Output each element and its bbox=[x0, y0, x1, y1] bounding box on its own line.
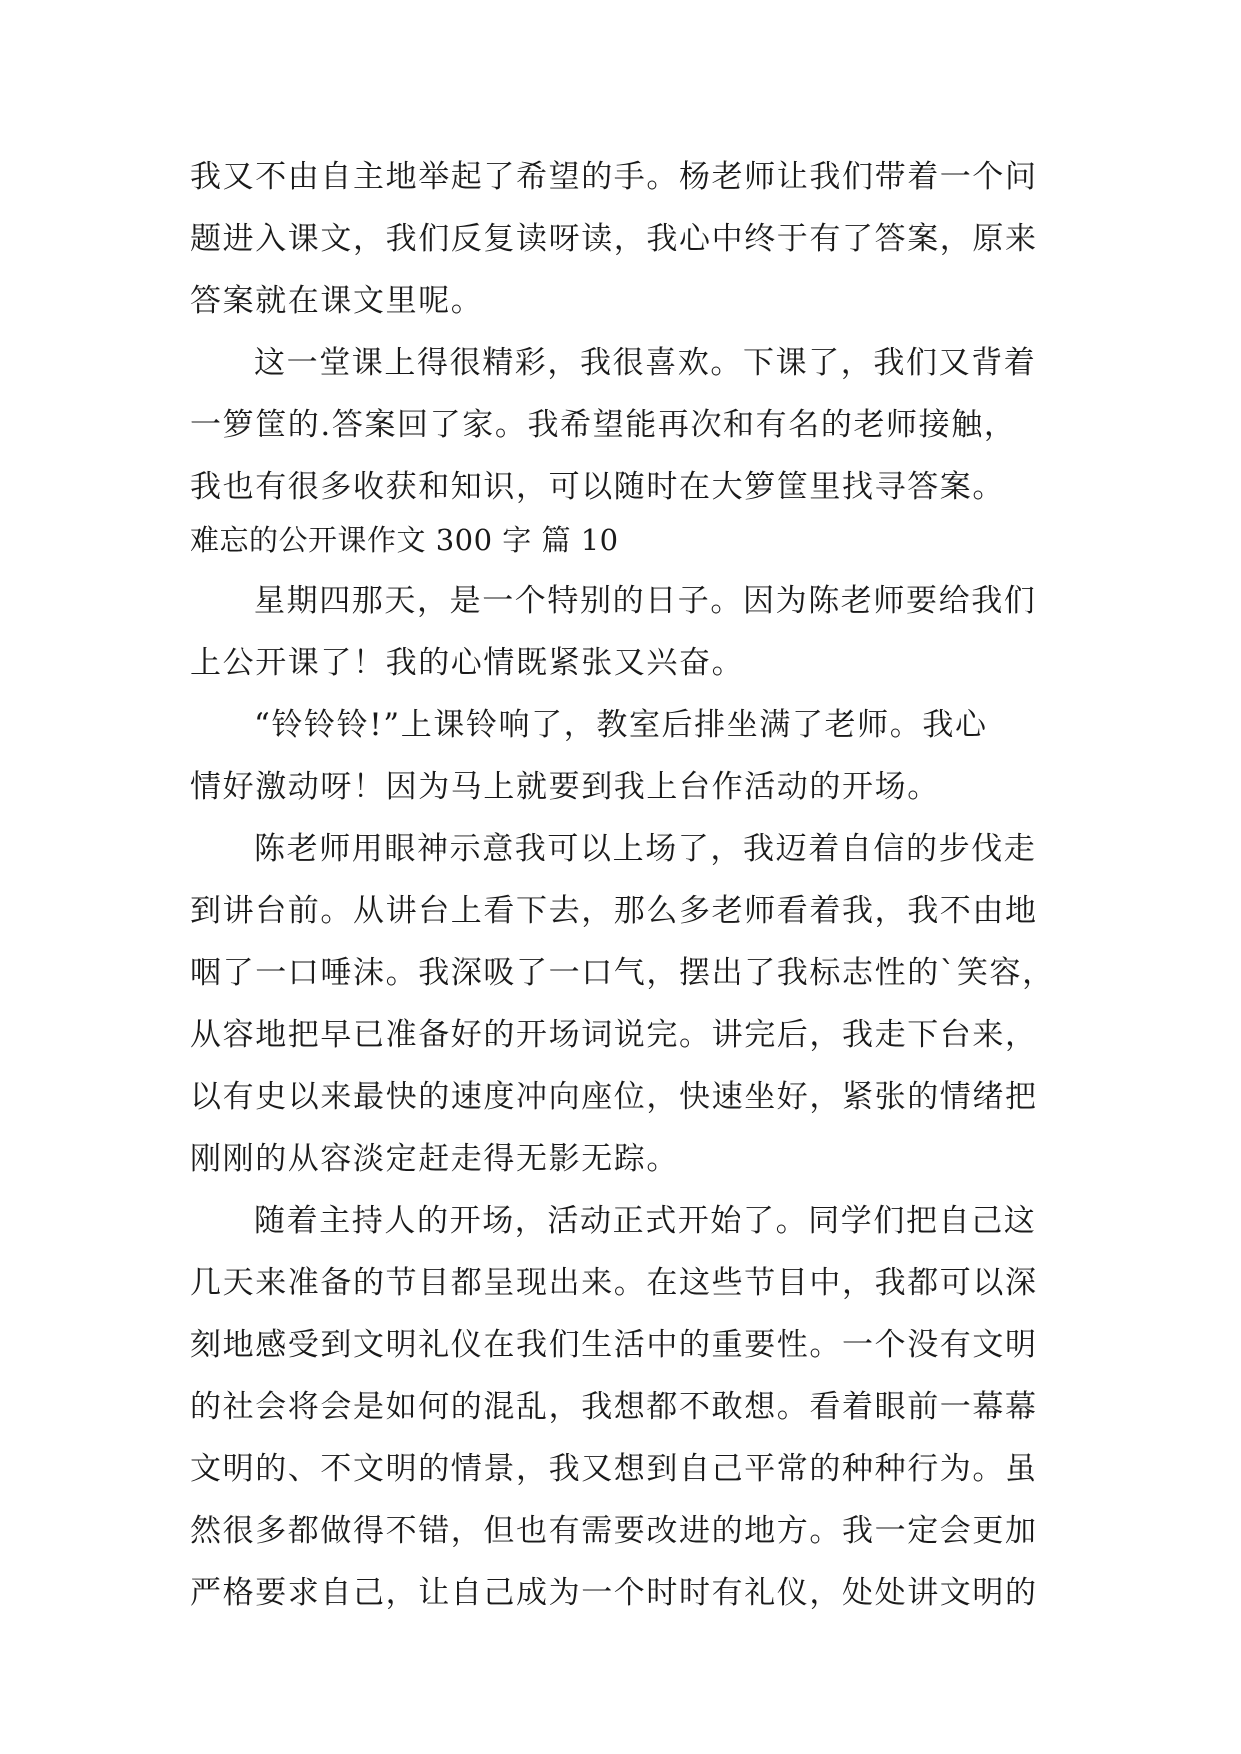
paragraph-first-line: 这一堂课上得很精彩，我很喜欢。下课了，我们又背着 bbox=[254, 345, 1037, 381]
text-line: 刚刚的从容淡定赶走得无影无踪。 bbox=[190, 1141, 679, 1177]
text-line: 我也有很多收获和知识，可以随时在大箩筐里找寻答案。 bbox=[190, 469, 1005, 505]
paragraph-first-line: “铃铃铃!”上课铃响了，教室后排坐满了老师。我心 bbox=[254, 707, 988, 743]
paragraph-first-line: 陈老师用眼神示意我可以上场了，我迈着自信的步伐走 bbox=[254, 831, 1037, 867]
text-line: 严格要求自己，让自己成为一个时时有礼仪，处处讲文明的 bbox=[190, 1575, 1038, 1611]
text-line: 刻地感受到文明礼仪在我们生活中的重要性。一个没有文明 bbox=[190, 1327, 1038, 1363]
text-line: 一箩筐的.答案回了家。我希望能再次和有名的老师接触， bbox=[190, 407, 1017, 443]
text-line: 到讲台前。从讲台上看下去，那么多老师看着我，我不由地 bbox=[190, 893, 1038, 929]
text-line: 咽了一口唾沫。我深吸了一口气，摆出了我标志性的`笑容， bbox=[190, 955, 1055, 991]
text-line: 以有史以来最快的速度冲向座位，快速坐好，紧张的情绪把 bbox=[190, 1079, 1038, 1115]
text-line: 答案就在课文里呢。 bbox=[190, 283, 484, 319]
text-line: 我又不由自主地举起了希望的手。杨老师让我们带着一个问 bbox=[190, 159, 1038, 195]
paragraph-first-line: 星期四那天，是一个特别的日子。因为陈老师要给我们 bbox=[254, 583, 1037, 619]
text-line: 上公开课了！我的心情既紧张又兴奋。 bbox=[190, 645, 745, 681]
text-line: 题进入课文，我们反复读呀读，我心中终于有了答案，原来 bbox=[190, 221, 1038, 257]
text-line: 文明的、不文明的情景，我又想到自己平常的种种行为。虽 bbox=[190, 1451, 1038, 1487]
text-line: 几天来准备的节目都呈现出来。在这些节目中，我都可以深 bbox=[190, 1265, 1038, 1301]
section-heading: 难忘的公开课作文 300 字 篇 10 bbox=[190, 523, 619, 557]
text-line: 的社会将会是如何的混乱，我想都不敢想。看着眼前一幕幕 bbox=[190, 1389, 1038, 1425]
text-line: 情好激动呀！因为马上就要到我上台作活动的开场。 bbox=[190, 769, 940, 805]
paragraph-first-line: 随着主持人的开场，活动正式开始了。同学们把自己这 bbox=[254, 1203, 1037, 1239]
text-line: 从容地把早已准备好的开场词说完。讲完后，我走下台来， bbox=[190, 1017, 1038, 1053]
text-line: 然很多都做得不错，但也有需要改进的地方。我一定会更加 bbox=[190, 1513, 1038, 1549]
